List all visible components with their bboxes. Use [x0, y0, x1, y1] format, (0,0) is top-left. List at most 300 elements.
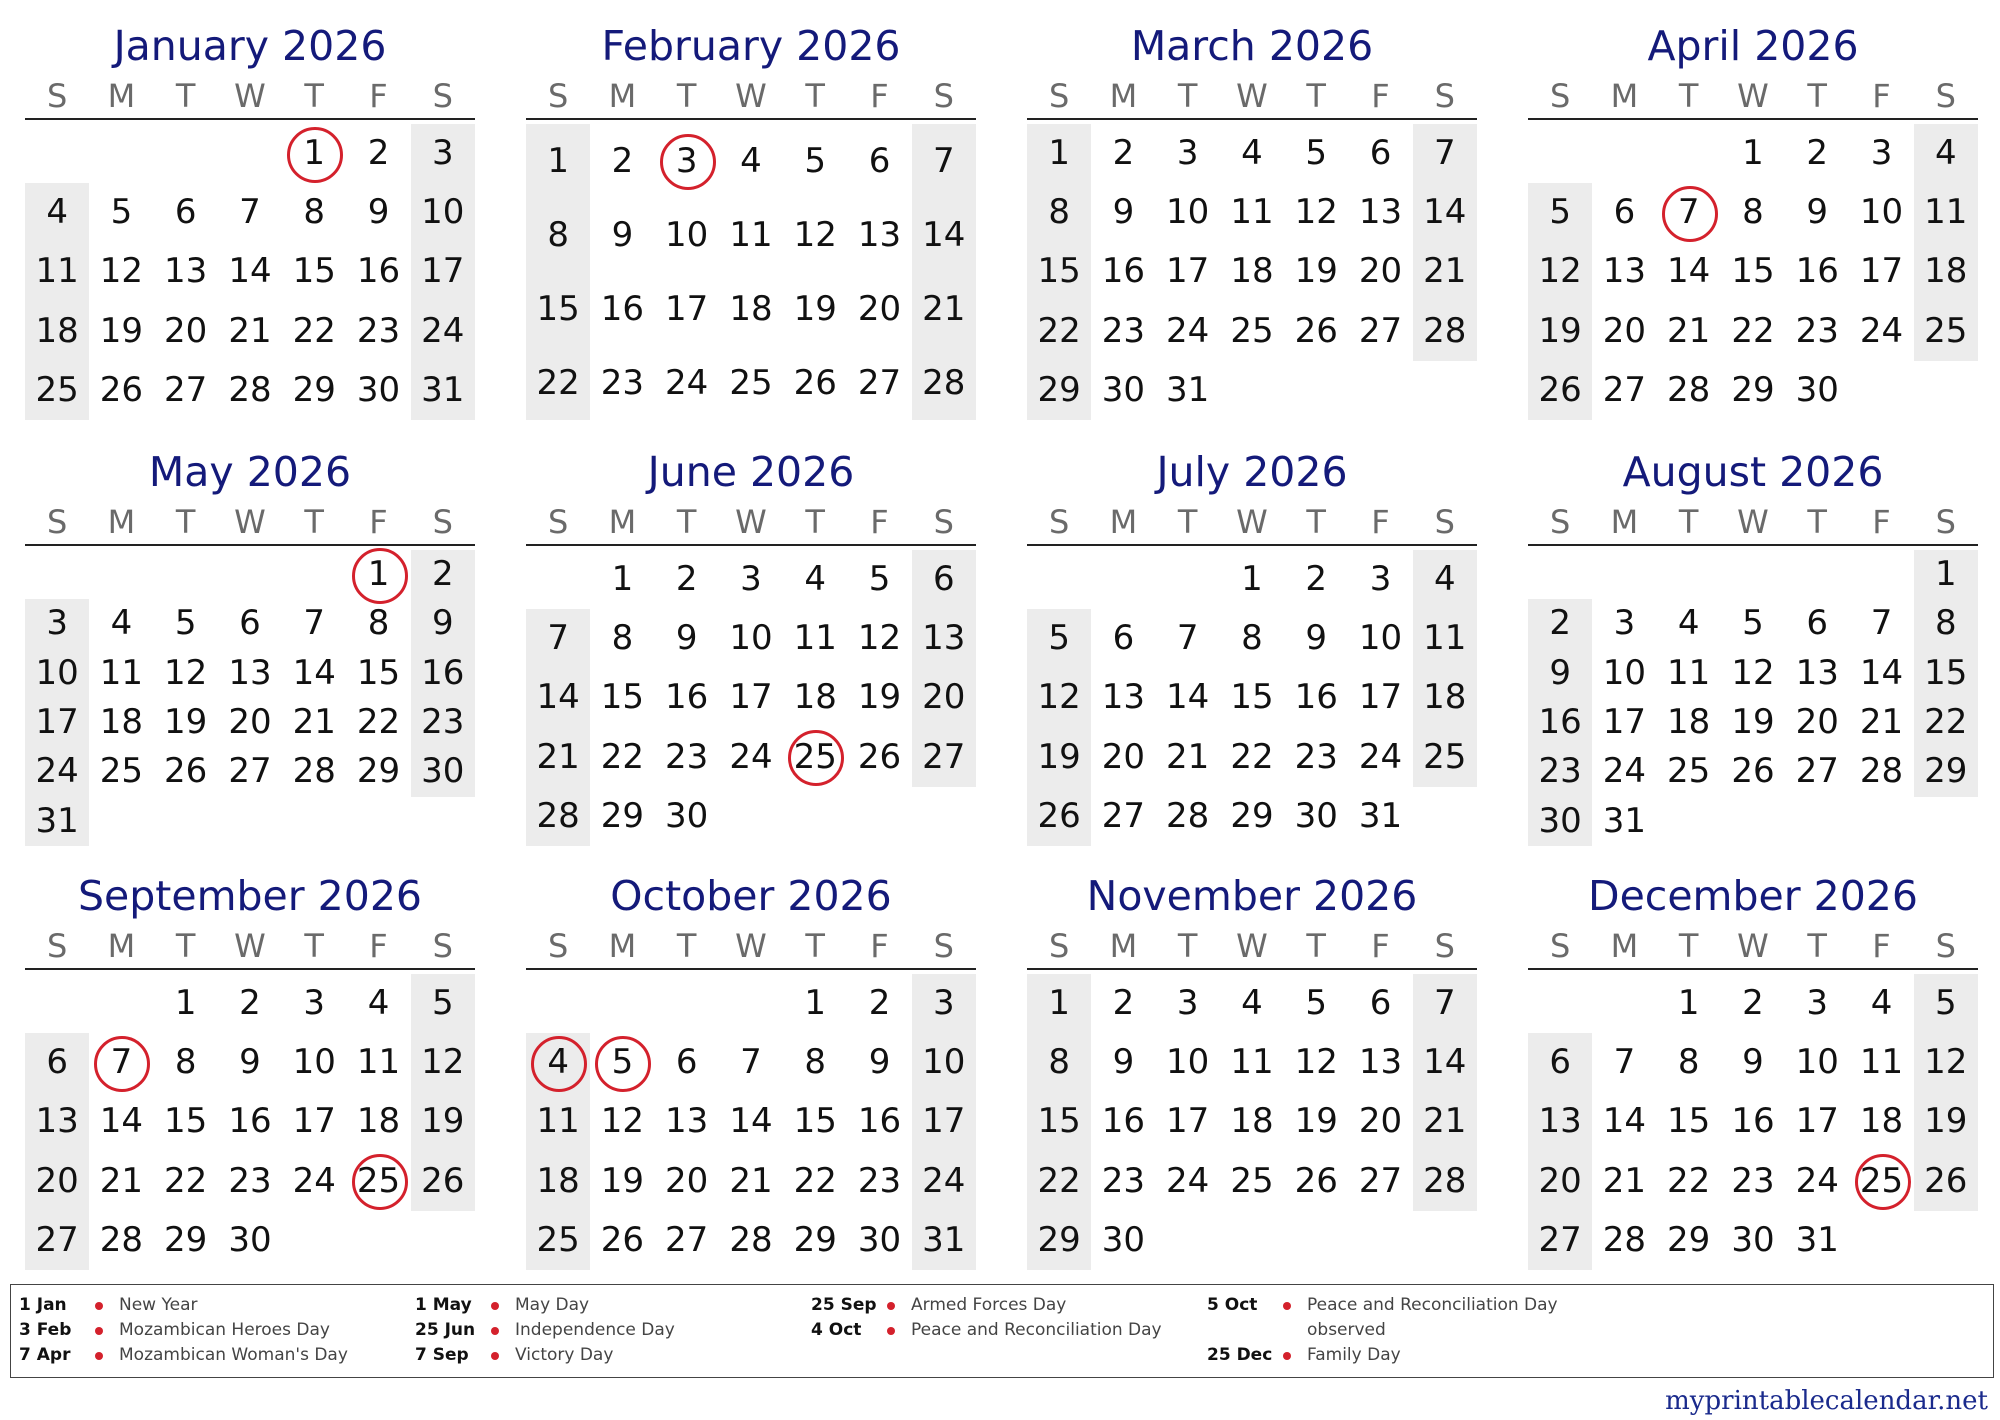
- day-number: 27: [1795, 751, 1839, 792]
- day-cell: [590, 124, 654, 198]
- day-cell: [1721, 1211, 1785, 1270]
- day-number: 19: [99, 310, 144, 351]
- day-cell: [1785, 599, 1849, 648]
- day-number: 14: [922, 215, 966, 255]
- day-cell: [1657, 974, 1721, 1033]
- day-number: 29: [1924, 751, 1968, 792]
- day-cell: [1528, 1211, 1592, 1270]
- day-cell: [1592, 1152, 1656, 1211]
- day-cell: [282, 974, 346, 1033]
- weekday-label: T: [805, 503, 825, 541]
- day-cell: [218, 242, 282, 301]
- day-cell: [411, 550, 475, 599]
- day-cell: [1348, 728, 1412, 787]
- day-number: 24: [1358, 736, 1403, 777]
- weekday-label: S: [1048, 77, 1070, 115]
- weekday-label: S: [1935, 927, 1956, 965]
- day-number: 5: [431, 983, 454, 1023]
- day-cell: [590, 550, 654, 609]
- day-cell: [1413, 550, 1477, 609]
- day-number: 26: [793, 363, 837, 403]
- day-number: 24: [1795, 1160, 1839, 1201]
- day-number: 1: [174, 983, 197, 1023]
- weekday-header: [25, 74, 475, 120]
- legend-item: [415, 1293, 805, 1318]
- day-number: 29: [1037, 1219, 1081, 1260]
- day-cell: [590, 1092, 654, 1151]
- day-cell: [1528, 698, 1592, 747]
- day-cell: [1091, 1211, 1155, 1270]
- day-cell: [1528, 649, 1592, 698]
- holiday-date: 25 Sep: [811, 1295, 877, 1315]
- day-number: 22: [292, 310, 336, 351]
- weekday-label: S: [432, 77, 453, 115]
- month-title: May 2026: [148, 448, 352, 496]
- day-number: 8: [1934, 603, 1957, 644]
- day-grid: [526, 974, 976, 1270]
- legend-column: [811, 1293, 1201, 1343]
- day-number: 7: [547, 618, 569, 659]
- day-number: 29: [292, 369, 336, 410]
- day-cell: [411, 747, 475, 796]
- weekday-label: S: [1935, 503, 1956, 541]
- day-number: 17: [35, 702, 79, 742]
- day-cell: [411, 302, 475, 361]
- day-cell: [89, 649, 153, 698]
- bullet-dot-icon: [491, 1352, 499, 1360]
- day-number: 9: [1742, 1042, 1764, 1083]
- holiday-name: Family Day: [1307, 1345, 1401, 1365]
- day-number: 30: [1731, 1219, 1775, 1260]
- day-cell: [783, 550, 847, 609]
- day-number: 2: [1549, 603, 1571, 644]
- day-cell: [25, 242, 89, 301]
- day-cell: [1348, 974, 1412, 1033]
- day-cell: [218, 698, 282, 747]
- day-cell: [25, 1033, 89, 1092]
- day-cell: [25, 1092, 89, 1151]
- day-cell: [847, 550, 911, 609]
- day-number: 16: [421, 652, 465, 693]
- day-number: 28: [292, 751, 336, 792]
- day-number: 10: [1795, 1042, 1839, 1083]
- day-cell: [1413, 728, 1477, 787]
- day-number: 22: [356, 702, 401, 742]
- day-cell: [154, 302, 218, 361]
- day-number: 10: [665, 215, 709, 255]
- day-cell: [1156, 242, 1220, 301]
- day-number: 19: [1294, 251, 1338, 292]
- day-cell: [89, 747, 153, 796]
- day-number: 16: [1101, 1101, 1146, 1142]
- day-number: 17: [922, 1101, 966, 1142]
- day-number: 3: [1870, 133, 1893, 173]
- day-number: 6: [1112, 618, 1135, 659]
- day-number: 18: [1924, 251, 1968, 292]
- weekday-label: T: [676, 927, 697, 965]
- day-number: 21: [1166, 736, 1210, 777]
- day-cell: [912, 346, 976, 420]
- day-cell: [1914, 599, 1978, 648]
- day-number: 31: [35, 800, 79, 841]
- day-number: 8: [303, 192, 326, 233]
- weekday-label: S: [1048, 503, 1070, 541]
- day-cell: [526, 198, 590, 272]
- weekday-header: [1027, 74, 1477, 120]
- day-number: 15: [292, 251, 336, 292]
- day-cell: [154, 747, 218, 796]
- day-number: 1: [1241, 559, 1263, 599]
- holiday-date: 1 May: [415, 1295, 472, 1315]
- weekday-label: S: [547, 927, 569, 965]
- day-cell: [1413, 1152, 1477, 1211]
- weekday-header: [526, 500, 976, 546]
- legend-column: [1207, 1293, 1597, 1368]
- day-number: 15: [793, 1101, 837, 1142]
- day-cell: [1592, 1092, 1656, 1151]
- legend-item: [811, 1293, 1201, 1318]
- day-cell: [411, 1092, 475, 1151]
- day-cell: [1220, 550, 1284, 609]
- day-cell: [1156, 1152, 1220, 1211]
- day-cell: [912, 1152, 976, 1211]
- day-number: 26: [99, 369, 144, 410]
- day-number: 7: [110, 1042, 133, 1083]
- day-number: 4: [1433, 559, 1456, 599]
- day-cell: [1156, 609, 1220, 668]
- day-cell: [25, 1211, 89, 1270]
- day-number: 4: [1934, 133, 1957, 173]
- day-number: 8: [174, 1042, 197, 1083]
- day-number: 28: [1423, 310, 1467, 351]
- day-cell: [1348, 668, 1412, 727]
- day-number: 6: [932, 559, 955, 599]
- weekday-label: F: [1371, 77, 1390, 115]
- day-number: 20: [1101, 736, 1146, 777]
- day-cell: [1528, 797, 1592, 846]
- day-cell: [1156, 668, 1220, 727]
- day-cell: [655, 124, 719, 198]
- day-number: 26: [1924, 1160, 1968, 1201]
- day-cell: [719, 346, 783, 420]
- day-cell: [1413, 183, 1477, 242]
- day-number: 5: [804, 141, 827, 181]
- day-cell: [1849, 974, 1913, 1033]
- day-number: 2: [675, 559, 698, 599]
- day-number: 26: [421, 1160, 465, 1201]
- day-number: 18: [729, 289, 773, 329]
- site-footer-link[interactable]: myprintablecalendar.net: [1665, 1386, 1988, 1416]
- day-number: 8: [1677, 1042, 1700, 1083]
- weekday-label: T: [1807, 77, 1827, 115]
- weekday-label: T: [1807, 927, 1827, 965]
- day-cell: [25, 649, 89, 698]
- day-number: 18: [793, 677, 837, 718]
- weekday-header: [1528, 924, 1978, 970]
- day-number: 12: [164, 652, 208, 693]
- day-cell: [1091, 668, 1155, 727]
- day-cell: [282, 1033, 346, 1092]
- day-number: 6: [1369, 983, 1392, 1023]
- day-cell: [218, 1211, 282, 1270]
- weekday-label: S: [547, 77, 569, 115]
- legend-column: [19, 1293, 409, 1368]
- holiday-name: Peace and Reconciliation Day: [911, 1320, 1162, 1340]
- day-cell: [411, 242, 475, 301]
- day-number: 8: [1048, 192, 1070, 233]
- day-cell: [218, 974, 282, 1033]
- day-number: 20: [1795, 702, 1839, 742]
- day-cell: [1721, 1092, 1785, 1151]
- day-number: 10: [729, 618, 773, 659]
- day-number: 2: [611, 141, 634, 181]
- day-grid: [25, 124, 475, 420]
- day-number: 23: [600, 363, 645, 403]
- day-cell: [154, 1211, 218, 1270]
- day-number: 10: [421, 192, 465, 233]
- day-number: 24: [1166, 310, 1210, 351]
- day-cell: [719, 1033, 783, 1092]
- day-number: 23: [1795, 310, 1839, 351]
- day-number: 5: [611, 1042, 634, 1083]
- day-cell: [783, 198, 847, 272]
- day-cell: [719, 609, 783, 668]
- day-cell: [1657, 1152, 1721, 1211]
- day-number: 4: [1241, 133, 1263, 173]
- day-cell: [1914, 124, 1978, 183]
- day-cell: [1220, 609, 1284, 668]
- day-cell: [1721, 124, 1785, 183]
- day-number: 30: [1101, 1219, 1146, 1260]
- day-number: 7: [303, 603, 326, 644]
- day-number: 5: [1048, 618, 1070, 659]
- day-number: 10: [1859, 192, 1904, 233]
- weekday-label: W: [234, 503, 266, 541]
- day-cell: [719, 198, 783, 272]
- day-number: 3: [1176, 983, 1199, 1023]
- weekday-label: T: [805, 77, 825, 115]
- weekday-label: S: [933, 503, 954, 541]
- day-cell: [218, 1152, 282, 1211]
- day-number: 6: [174, 192, 197, 233]
- day-number: 25: [1423, 736, 1467, 777]
- legend-item: [1207, 1318, 1597, 1343]
- day-number: 24: [1602, 751, 1647, 792]
- day-cell: [1528, 183, 1592, 242]
- day-cell: [1284, 183, 1348, 242]
- day-cell: [1027, 787, 1091, 846]
- day-cell: [1348, 124, 1412, 183]
- holiday-name: Mozambican Woman's Day: [119, 1345, 348, 1365]
- day-cell: [1528, 1033, 1592, 1092]
- day-cell: [218, 361, 282, 420]
- bullet-dot-icon: [887, 1302, 895, 1310]
- weekday-label: W: [234, 927, 266, 965]
- month-1: [526, 18, 976, 420]
- day-number: 22: [1230, 736, 1274, 777]
- legend-item: [1207, 1293, 1597, 1318]
- day-number: 17: [1795, 1101, 1839, 1142]
- day-cell: [89, 302, 153, 361]
- day-number: 21: [228, 310, 272, 351]
- day-number: 13: [1358, 1042, 1403, 1083]
- day-number: 28: [1859, 751, 1904, 792]
- day-cell: [89, 242, 153, 301]
- day-cell: [1914, 974, 1978, 1033]
- day-number: 14: [1423, 192, 1467, 233]
- day-cell: [1413, 1033, 1477, 1092]
- weekday-label: F: [870, 77, 889, 115]
- day-number: 23: [1538, 751, 1582, 792]
- legend-item: [811, 1318, 1201, 1343]
- day-number: 29: [164, 1219, 208, 1260]
- day-cell: [1785, 974, 1849, 1033]
- weekday-label: S: [933, 77, 954, 115]
- day-number: 15: [1037, 251, 1081, 292]
- day-grid: [526, 550, 976, 846]
- day-cell: [1027, 1092, 1091, 1151]
- day-cell: [590, 728, 654, 787]
- day-number: 5: [1742, 603, 1764, 644]
- day-number: 19: [793, 289, 837, 329]
- weekday-label: F: [870, 503, 889, 541]
- day-cell: [1156, 124, 1220, 183]
- day-cell: [1284, 728, 1348, 787]
- day-number: 10: [922, 1042, 966, 1083]
- day-cell: [912, 1211, 976, 1270]
- day-cell: [1849, 124, 1913, 183]
- day-number: 17: [1358, 677, 1403, 718]
- day-number: 9: [367, 192, 390, 233]
- day-cell: [346, 1092, 410, 1151]
- day-cell: [783, 1033, 847, 1092]
- day-number: 16: [1294, 677, 1338, 718]
- day-number: 30: [228, 1219, 272, 1260]
- day-cell: [590, 668, 654, 727]
- day-cell: [1156, 787, 1220, 846]
- day-number: 3: [932, 983, 955, 1023]
- day-number: 16: [228, 1101, 272, 1142]
- day-number: 29: [1667, 1219, 1711, 1260]
- day-cell: [847, 272, 911, 346]
- month-6: [1027, 444, 1477, 846]
- day-cell: [1592, 242, 1656, 301]
- day-number: 3: [431, 133, 454, 173]
- day-cell: [1413, 124, 1477, 183]
- day-cell: [1348, 1092, 1412, 1151]
- day-cell: [847, 124, 911, 198]
- day-cell: [1284, 974, 1348, 1033]
- day-number: 20: [922, 677, 966, 718]
- day-number: 13: [228, 652, 272, 693]
- day-cell: [912, 668, 976, 727]
- day-cell: [719, 668, 783, 727]
- holiday-date: 5 Oct: [1207, 1295, 1258, 1315]
- day-number: 26: [1037, 795, 1081, 836]
- day-cell: [411, 698, 475, 747]
- day-number: 22: [1037, 1160, 1081, 1201]
- day-cell: [1721, 242, 1785, 301]
- day-cell: [89, 361, 153, 420]
- day-number: 20: [1538, 1160, 1582, 1201]
- weekday-label: T: [1177, 77, 1198, 115]
- weekday-label: W: [1236, 927, 1268, 965]
- day-number: 3: [1176, 133, 1199, 173]
- day-cell: [218, 1092, 282, 1151]
- month-title: February 2026: [601, 22, 901, 70]
- weekday-label: T: [1807, 503, 1827, 541]
- weekday-label: S: [1048, 927, 1070, 965]
- holiday-date: 25 Jun: [415, 1320, 476, 1340]
- weekday-label: S: [1935, 77, 1956, 115]
- day-cell: [1348, 787, 1412, 846]
- day-cell: [1220, 242, 1284, 301]
- day-cell: [1785, 242, 1849, 301]
- day-cell: [1914, 302, 1978, 361]
- day-number: 23: [356, 310, 401, 351]
- day-cell: [1284, 302, 1348, 361]
- weekday-label: S: [1434, 503, 1455, 541]
- day-number: 24: [35, 751, 79, 792]
- day-cell: [1721, 302, 1785, 361]
- month-7: [1528, 444, 1978, 846]
- day-cell: [1657, 747, 1721, 796]
- day-number: 8: [1742, 192, 1764, 233]
- legend-item: [19, 1293, 409, 1318]
- day-number: 24: [1166, 1160, 1210, 1201]
- day-number: 21: [536, 736, 580, 777]
- day-number: 16: [600, 289, 645, 329]
- day-number: 6: [239, 603, 261, 644]
- day-cell: [526, 1033, 590, 1092]
- day-number: 26: [1731, 751, 1775, 792]
- day-number: 13: [857, 215, 902, 255]
- weekday-label: S: [1434, 927, 1455, 965]
- day-number: 4: [804, 559, 827, 599]
- weekday-label: S: [46, 77, 68, 115]
- holiday-date: 4 Oct: [811, 1320, 862, 1340]
- day-number: 8: [1241, 618, 1263, 659]
- day-number: 12: [1538, 251, 1582, 292]
- day-cell: [1220, 183, 1284, 242]
- day-number: 25: [35, 369, 79, 410]
- holiday-date: 25 Dec: [1207, 1345, 1273, 1365]
- day-cell: [1220, 1033, 1284, 1092]
- weekday-label: M: [1109, 927, 1138, 965]
- weekday-label: T: [1678, 927, 1699, 965]
- day-cell: [154, 1092, 218, 1151]
- day-number: 20: [665, 1160, 709, 1201]
- day-number: 30: [1538, 800, 1582, 841]
- day-cell: [1914, 242, 1978, 301]
- day-number: 7: [1176, 618, 1199, 659]
- day-number: 21: [922, 289, 966, 329]
- day-number: 31: [1358, 795, 1403, 836]
- day-number: 10: [1358, 618, 1403, 659]
- day-number: 14: [536, 677, 580, 718]
- day-cell: [847, 1092, 911, 1151]
- day-number: 17: [421, 251, 465, 292]
- day-cell: [1091, 242, 1155, 301]
- day-cell: [1849, 242, 1913, 301]
- weekday-header: [1027, 500, 1477, 546]
- day-cell: [719, 272, 783, 346]
- day-cell: [346, 183, 410, 242]
- day-number: 29: [1230, 795, 1274, 836]
- day-cell: [1849, 302, 1913, 361]
- day-number: 17: [1859, 251, 1904, 292]
- day-number: 15: [600, 677, 645, 718]
